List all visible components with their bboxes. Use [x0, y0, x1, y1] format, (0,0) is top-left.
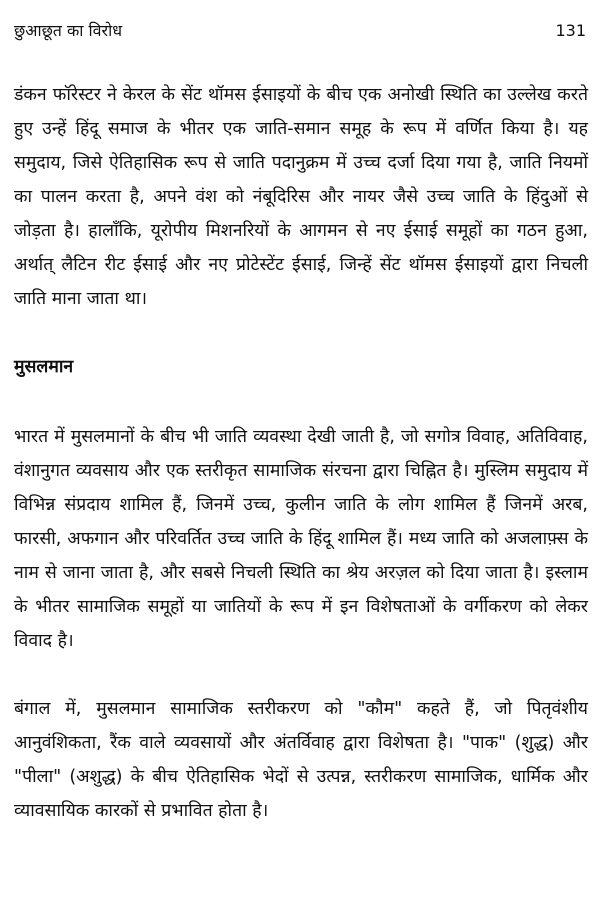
paragraph-bengal-qaum: बंगाल में, मुसलमान सामाजिक स्तरीकरण को "कौम" कहते हैं, जो पितृवंशीय आनुवंशिकता, रैंक वाले व्यवसायों और अंतर्विवाह द्वारा विशेषता है। "पाक" (शुद्ध) और "पीला" (अशुद्ध) के बीच ऐतिहासिक भेदों से उत्पन्न, स्तरीकरण सामाजिक, धार्मिक और व्यावसायिक कारकों से प्रभावित होता है।: [14, 699, 588, 821]
running-title: छुआछूत का विरोध: [14, 21, 123, 40]
paragraph-st-thomas-christians: डंकन फॉरेस्टर ने केरल के सेंट थॉमस ईसाइयों के बीच एक अनोखी स्थिति का उल्लेख करते हुए उन्हें हिंदू समाज के भीतर एक जाति-समान समूह के रूप में वर्णित किया है। यह समुदाय, जिसे ऐतिहासिक रूप से जाति पदानुक्रम में उच्च दर्जा दिया गया है, जाति नियमों का पालन करता है, अपने वंश को नंबूदिरिस और नायर जैसे उच्च जाति के हिंदुओं से जोड़ता है। हालाँकि, यूरोपीय मिशनरियों के आगमन से नए ईसाई समूहों का गठन हुआ, अर्थात् लैटिन रीट ईसाई और नए प्रोटेस्टेंट ईसाई, जिन्हें सेंट थॉमस ईसाइयों द्वारा निचली जाति माना जाता था।: [14, 85, 588, 309]
section-heading-muslims: मुसलमान: [14, 357, 74, 377]
running-header: [14, 16, 586, 44]
page-content: [14, 78, 588, 828]
paragraph-caste-among-muslims: भारत में मुसलमानों के बीच भी जाति व्यवस्था देखी जाती है, जो सगोत्र विवाह, अतिविवाह, वंशानुगत व्यवसाय और एक स्तरीकृत सामाजिक संरचना द्वारा चिह्नित है। मुस्लिम समुदाय में विभिन्न संप्रदाय शामिल हैं, जिनमें उच्च, कुलीन जाति के लोग शामिल हैं जिनमें अरब, फारसी, अफगान और परिवर्तित उच्च जाति के हिंदू शामिल हैं। मध्य जाति को अजलाफ़्स के नाम से जाना जाता है, और सबसे निचली स्थिति का श्रेय अरज़ल को दिया जाता है। इस्लाम के भीतर सामाजिक समूहों या जातियों के रूप में इन विशेषताओं के वर्गीकरण को लेकर विवाद है।: [14, 427, 588, 651]
page-number: 131: [555, 20, 586, 40]
